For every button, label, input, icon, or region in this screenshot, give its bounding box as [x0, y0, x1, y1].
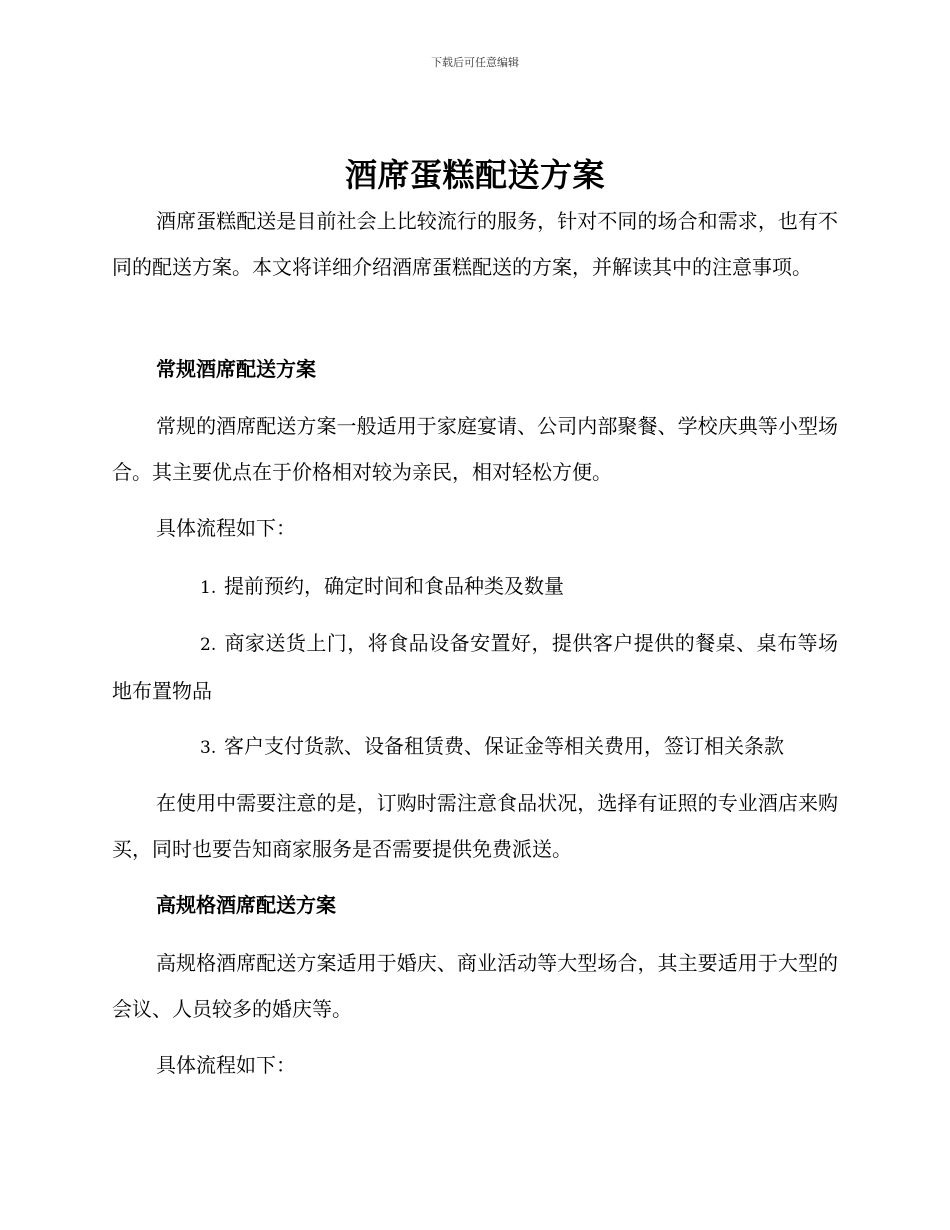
list-item-text: 提前预约，确定时间和食品种类及数量 [224, 574, 564, 598]
list-item-number: 3. [200, 738, 217, 758]
intro-paragraph: 酒席蛋糕配送是目前社会上比较流行的服务，针对不同的场合和需求，也有不同的配送方案。本文将详细介绍酒席蛋糕配送的方案，并解读其中的注意事项。 [112, 209, 838, 279]
note-paragraph-regular: 在使用中需要注意的是，订购时需注意食品状况，选择有证照的专业酒店来购买，同时也要告知商家服务是否需要提供免费派送。 [112, 791, 838, 861]
header-note: 下载后可任意编辑 [431, 56, 519, 69]
list-item-number: 2. [200, 635, 217, 655]
list-item-number: 1. [200, 578, 217, 598]
page-title: 酒席蛋糕配送方案 [344, 156, 605, 194]
process-label-regular: 具体流程如下： [156, 516, 296, 540]
list-item-text: 商家送货上门，将食品设备安置好，提供客户提供的餐桌、桌布等场地布置物品 [112, 631, 838, 703]
section-heading-premium: 高规格酒席配送方案 [156, 893, 336, 917]
list-item-text: 客户支付货款、设备租赁费、保证金等相关费用，签订相关条款 [224, 734, 784, 758]
list-item [112, 563, 838, 611]
section-paragraph-regular: 常规的酒席配送方案一般适用于家庭宴请、公司内部聚餐、学校庆典等小型场合。其主要优点在于价格相对较为亲民，相对轻松方便。 [112, 414, 838, 484]
section-paragraph-premium: 高规格酒席配送方案适用于婚庆、商业活动等大型场合，其主要适用于大型的会议、人员较多的婚庆等。 [112, 951, 838, 1021]
section-heading-regular: 常规酒席配送方案 [156, 357, 316, 381]
list-item [112, 620, 838, 714]
list-item [112, 723, 838, 771]
process-label-premium: 具体流程如下： [156, 1053, 296, 1077]
